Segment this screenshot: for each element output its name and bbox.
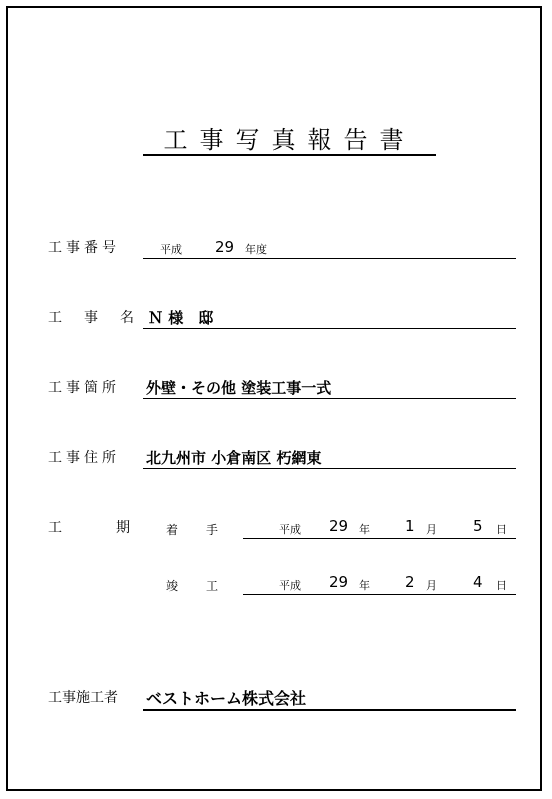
construction-name-value: Ｎ 様 邸 — [148, 309, 214, 327]
underline-name — [143, 328, 516, 329]
label-construction-name: 工事名 — [48, 310, 156, 326]
label-completion: 竣工 — [166, 579, 247, 593]
label-start: 着手 — [166, 523, 247, 537]
start-day: 5 — [473, 517, 483, 535]
start-month-unit: 月 — [426, 523, 437, 536]
underline-location — [143, 398, 516, 399]
end-month: 2 — [405, 573, 415, 591]
underline-address — [143, 468, 516, 469]
label-construction-number: 工事番号 — [48, 240, 120, 256]
underline-number — [143, 258, 516, 259]
number-suffix: 年度 — [245, 243, 267, 256]
underline-completion — [243, 594, 516, 595]
end-year: 29 — [329, 573, 349, 591]
number-year: 29 — [215, 238, 235, 256]
start-year: 29 — [329, 517, 349, 535]
end-year-unit: 年 — [359, 579, 370, 592]
underline-start — [243, 538, 516, 539]
construction-address-value: 北九州市 小倉南区 朽網東 — [146, 449, 322, 467]
start-era: 平成 — [279, 523, 301, 536]
end-month-unit: 月 — [426, 579, 437, 592]
label-construction-period: 工期 — [48, 520, 184, 536]
construction-location-value: 外壁・その他 塗装工事一式 — [146, 379, 332, 397]
number-era: 平成 — [160, 243, 182, 256]
report-title: 工事写真報告書 — [143, 126, 436, 156]
label-construction-address: 工事住所 — [48, 450, 120, 466]
end-day: 4 — [473, 573, 483, 591]
label-construction-location: 工事箇所 — [48, 380, 120, 396]
start-year-unit: 年 — [359, 523, 370, 536]
underline-contractor — [143, 709, 516, 711]
end-era: 平成 — [279, 579, 301, 592]
start-day-unit: 日 — [496, 523, 507, 536]
label-contractor: 工事施工者 — [48, 690, 118, 706]
end-day-unit: 日 — [496, 579, 507, 592]
start-month: 1 — [405, 517, 415, 535]
contractor-value: ベストホーム株式会社 — [146, 689, 307, 708]
